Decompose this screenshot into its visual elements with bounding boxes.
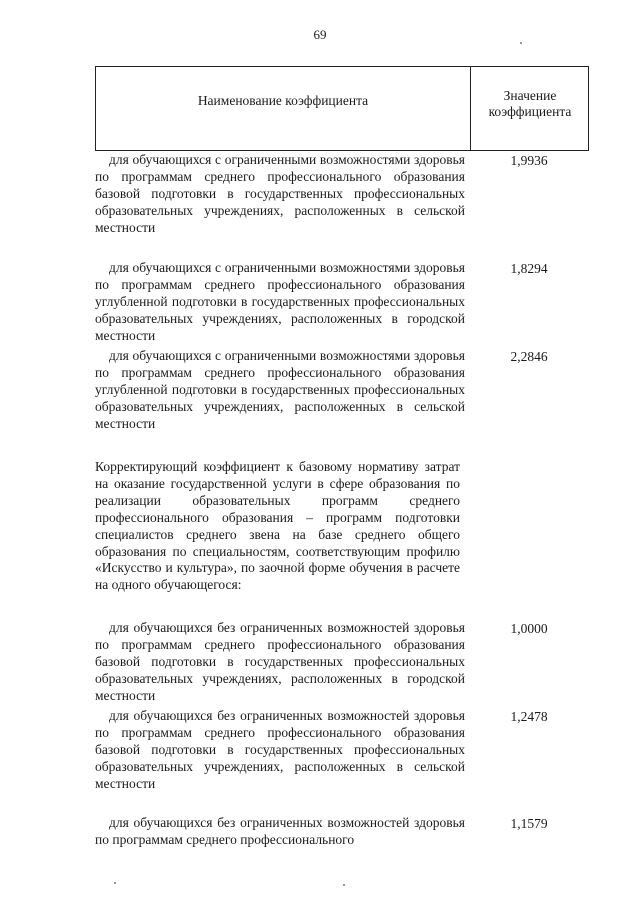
row-4-value: 1,0000 — [510, 621, 548, 636]
row-4-text: для обучающихся без ограниченных возможностей здоровья по программам среднего профессионального образования базовой подготовки в государственных профессиональных образовательных учреждениях, расположенных в городской местности — [95, 620, 465, 703]
row-5-value: 1,2478 — [510, 709, 548, 724]
row-1-value: 1,9936 — [510, 153, 548, 168]
scan-speck — [520, 42, 522, 44]
row-2-value: 1,8294 — [510, 261, 548, 276]
row-3-value: 2,2846 — [510, 349, 548, 364]
row-6-value: 1,1579 — [510, 816, 548, 831]
scan-speck — [343, 884, 345, 886]
row-3-text: для обучающихся с ограниченными возможностями здоровья по программам среднего профессионального образования углубленной подготовки в государственных профессиональных образовательных учреждениях, расположенных в сельской местности — [95, 348, 465, 431]
row-6-text: для обучающихся без ограниченных возможностей здоровья по программам среднего профессионального — [95, 815, 465, 847]
row-1-text: для обучающихся с ограниченными возможностями здоровья по программам среднего профессионального образования базовой подготовки в государственных профессиональных образовательных учреждениях, расположенных в сельской местности — [95, 152, 465, 235]
section-paragraph: Корректирующий коэффициент к базовому нормативу затрат на оказание государственной услуги в сфере образования по реализации образовательных программ среднего профессионального образования – программ подготовки специалистов среднего звена на базе среднего общего образования по специальностям, соответствующим профилю «Искусство и культура», по заочной форме обучения в расчете на одного обучающегося: — [95, 459, 460, 593]
column-header-name: Наименование коэффициента — [197, 93, 369, 108]
row-2-text: для обучающихся с ограниченными возможностями здоровья по программам среднего профессионального образования углубленной подготовки в государственных профессиональных образовательных учреждениях, расположенных в городской местности — [95, 260, 465, 343]
page-number: 69 — [313, 27, 327, 42]
scan-speck — [114, 882, 116, 884]
column-header-value: Значение коэффициента — [488, 88, 572, 119]
row-5-text: для обучающихся без ограниченных возможностей здоровья по программам среднего профессионального образования базовой подготовки в государственных профессиональных образовательных учреждениях, расположенных в сельской местности — [95, 708, 465, 791]
